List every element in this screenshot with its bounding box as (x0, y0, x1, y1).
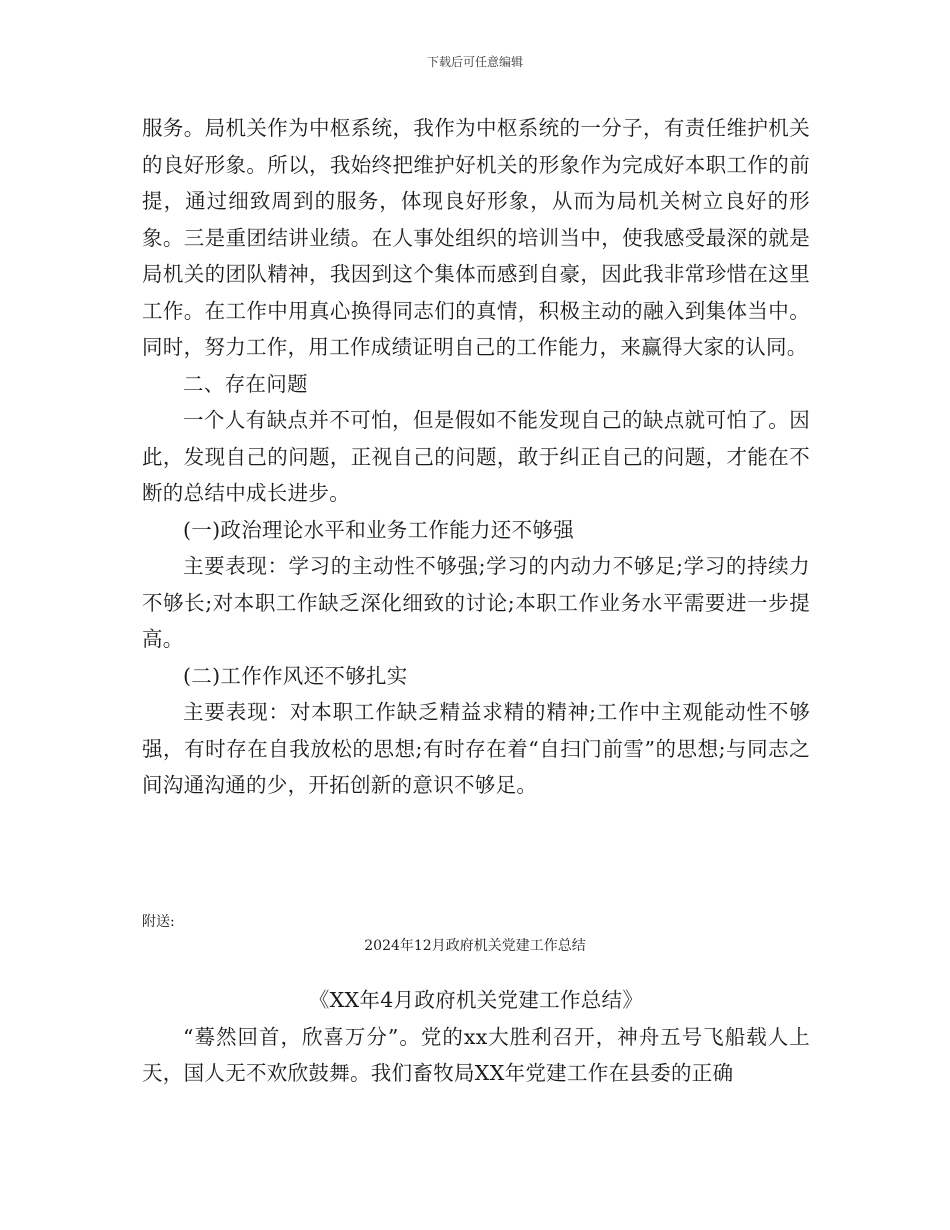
paragraph-shortcomings: 一个人有缺点并不可怕，但是假如不能发现自己的缺点就可怕了。因此，发现自己的问题，正视自己的问题，敢于纠正自己的问题，才能在不断的总结中成长进步。 (142, 408, 810, 505)
section-heading-problems: 二、存在问题 (183, 371, 308, 396)
document-body (142, 110, 810, 804)
second-document-title: 《XX年4月政府机关党建工作总结》 (308, 988, 644, 1012)
second-document-paragraph: “蓦然回首，欣喜万分”。党的xx大胜利召开，神舟五号飞船载人上天，国人无不欢欣鼓舞。我们畜牧局XX年党建工作在县委的正确 (142, 1024, 810, 1085)
page-header: 下载后可任意编辑 (426, 55, 523, 69)
paragraph-work-style-details: 主要表现：对本职工作缺乏精益求精的精神;工作中主观能动性不够强，有时存在自我放松的思想;有时存在着“自扫门前雪”的思想;与同志之间沟通沟通的少，开拓创新的意识不够足。 (142, 700, 810, 797)
subheading-work-style: (二)工作作风还不够扎实 (183, 663, 408, 688)
second-document (142, 982, 810, 1092)
paragraph-theory-details: 主要表现：学习的主动性不够强;学习的内动力不够足;学习的持续力不够长;对本职工作缺乏深化细致的讨论;本职工作业务水平需要进一步提高。 (142, 554, 810, 651)
subheading-theory-ability: (一)政治理论水平和业务工作能力还不够强 (183, 517, 574, 542)
appendix-title: 2024年12月政府机关党建工作总结 (364, 938, 586, 954)
appendix-label: 附送: (142, 914, 175, 930)
paragraph-service: 服务。局机关作为中枢系统，我作为中枢系统的一分子，有责任维护机关的良好形象。所以，我始终把维护好机关的形象作为完成好本职工作的前提，通过细致周到的服务，体现良好形象，从而为局机关树立良好的形象。三是重团结讲业绩。在人事处组织的培训当中，使我感受最深的就是局机关的团队精神，我因到这个集体而感到自豪，因此我非常珍惜在这里工作。在工作中用真心换得同志们的真情，积极主动的融入到集体当中。同时，努力工作，用工作成绩证明自己的工作能力，来赢得大家的认同。 (142, 116, 810, 359)
